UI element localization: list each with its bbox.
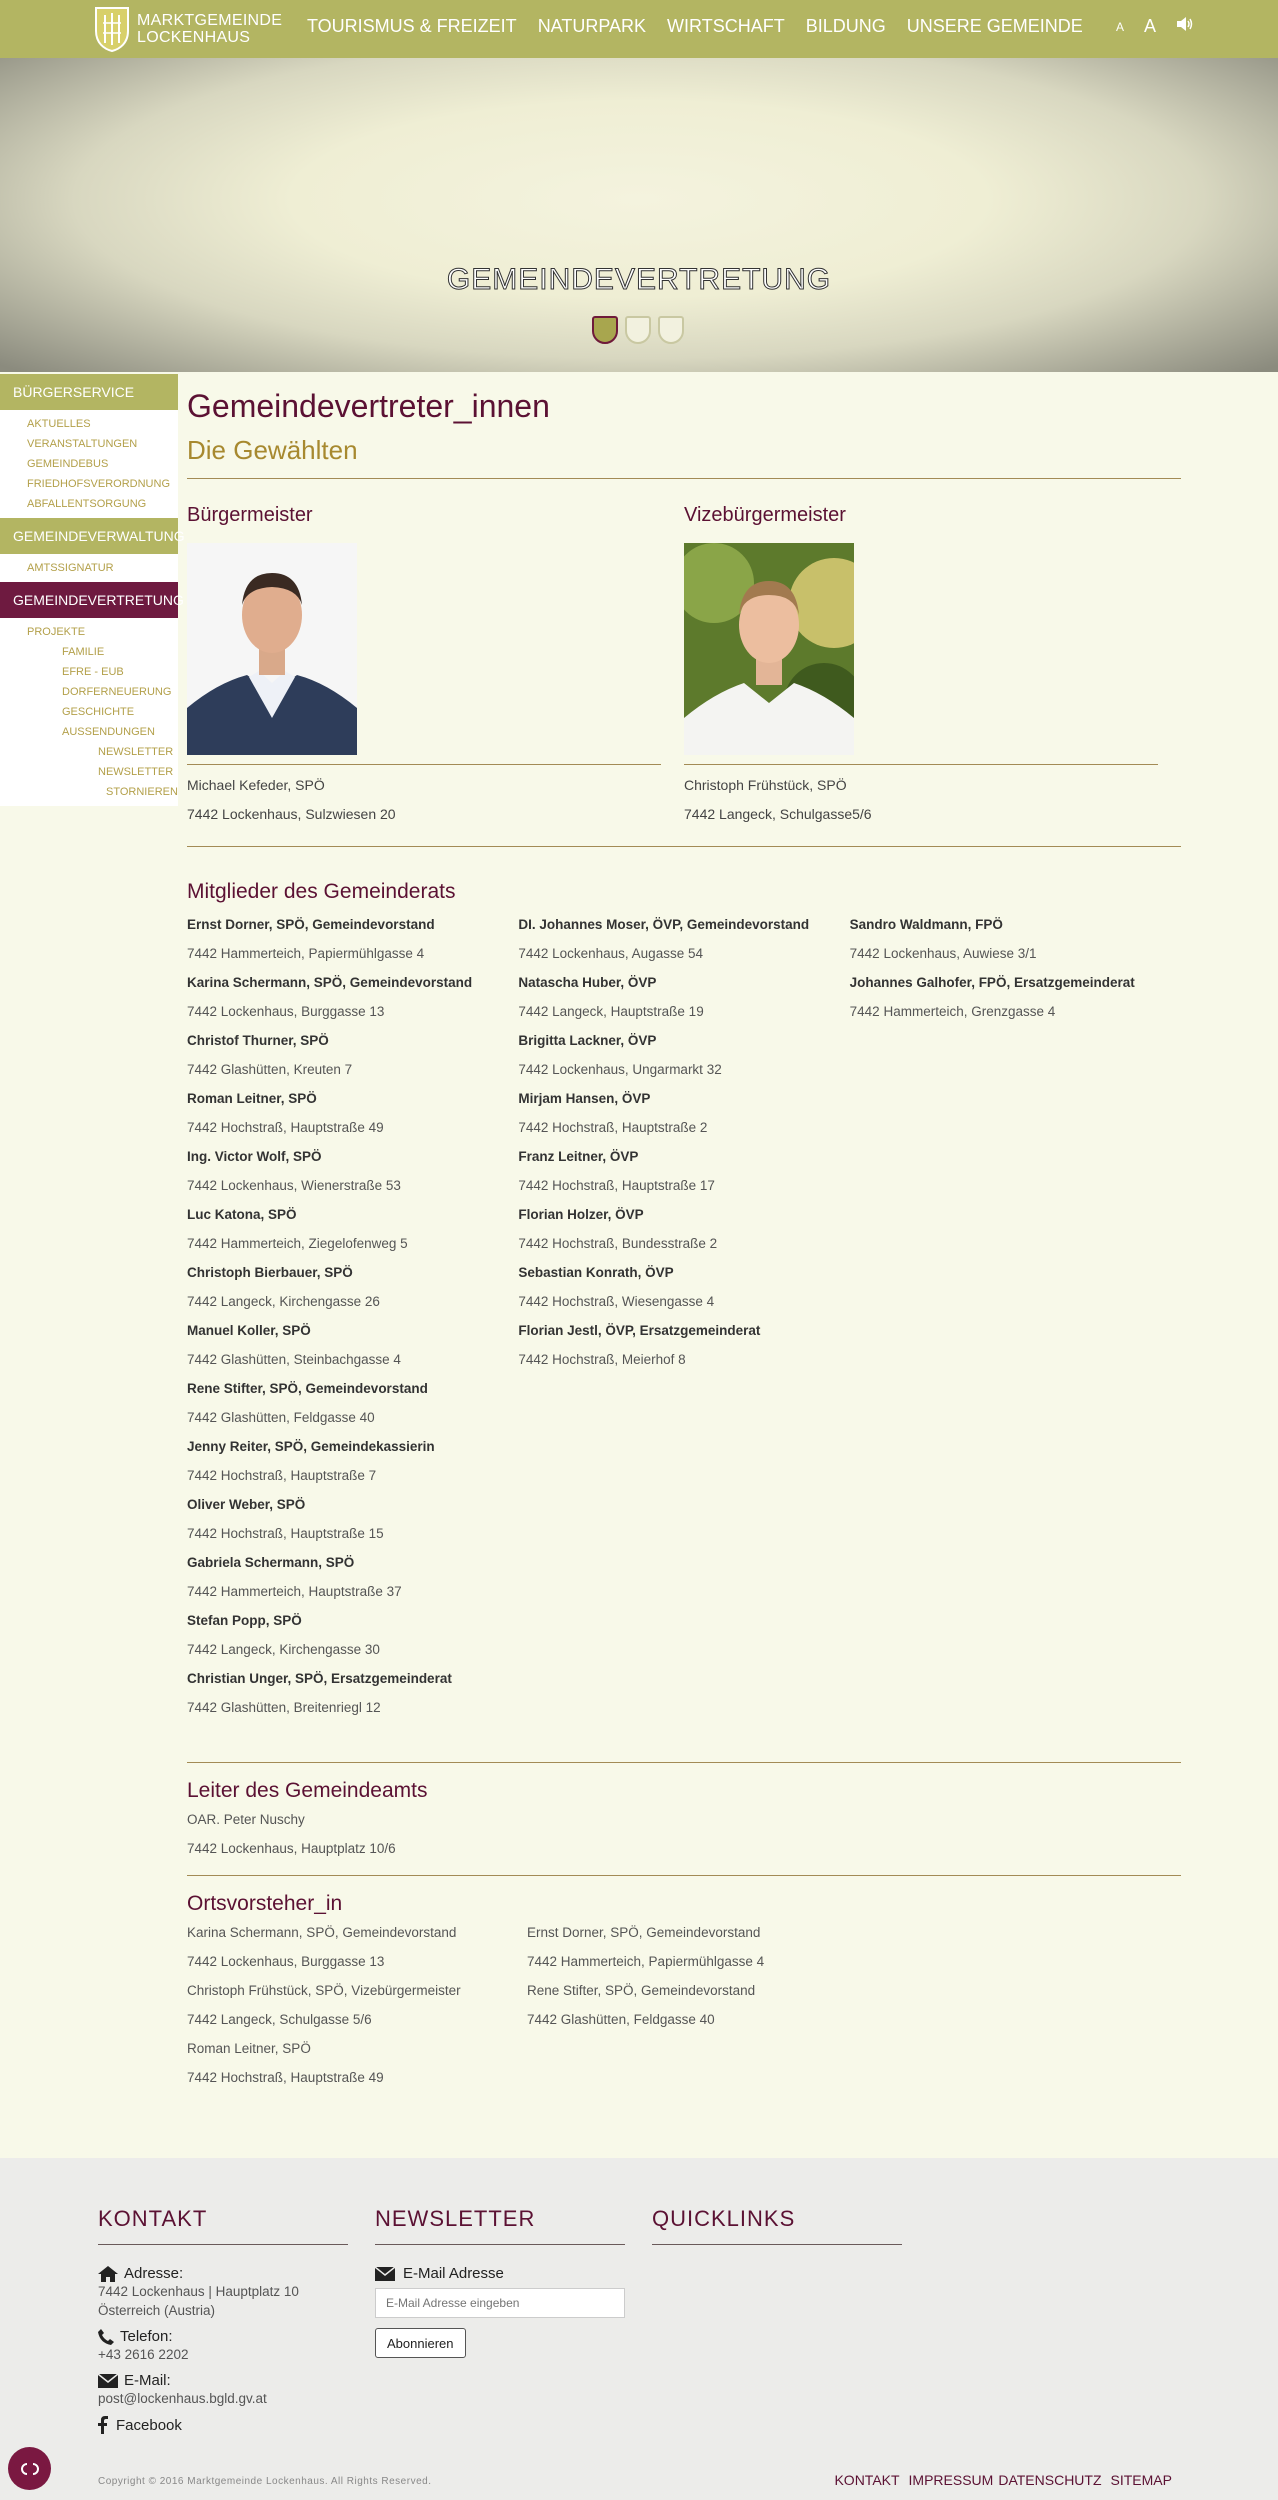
person-name: Ernst Dorner, SPÖ, Gemeindevorstand bbox=[527, 1925, 761, 1940]
sidebar-item-aktuelles[interactable]: AKTUELLES bbox=[27, 418, 91, 430]
home-icon bbox=[98, 2266, 118, 2282]
subscribe-button[interactable]: Abonnieren bbox=[375, 2328, 466, 2358]
village-columns bbox=[187, 1918, 1181, 2092]
newsletter-email-input[interactable] bbox=[375, 2288, 625, 2318]
person-entry bbox=[518, 1084, 849, 1142]
main-nav bbox=[307, 16, 1104, 37]
person-address: 7442 Hammerteich, Ziegelofenweg 5 bbox=[187, 1236, 408, 1251]
divider bbox=[187, 1762, 1181, 1763]
person-address: 7442 Hochstraß, Hauptstraße 15 bbox=[187, 1526, 384, 1541]
person-name: Karina Schermann, SPÖ, Gemeindevorstand bbox=[187, 975, 473, 990]
footer-link-sitemap[interactable]: SITEMAP bbox=[1110, 2472, 1172, 2488]
address-line: Österreich (Austria) bbox=[98, 2303, 216, 2318]
email-address[interactable]: post@lockenhaus.bgld.gv.at bbox=[98, 2391, 267, 2406]
cookie-icon bbox=[19, 2462, 41, 2476]
cookie-settings-button[interactable] bbox=[8, 2447, 51, 2490]
mayor-heading: Bürgermeister bbox=[187, 504, 313, 526]
person-address: 7442 Lockenhaus, Wienerstraße 53 bbox=[187, 1178, 401, 1193]
person-address: 7442 Hammerteich, Grenzgasse 4 bbox=[849, 1004, 1056, 1019]
top-navigation-bar bbox=[0, 0, 1278, 58]
slider-dot[interactable] bbox=[658, 316, 684, 344]
person-name: Luc Katona, SPÖ bbox=[187, 1207, 297, 1222]
sidebar-list bbox=[0, 410, 178, 518]
logo-text bbox=[137, 12, 282, 46]
speaker-icon[interactable] bbox=[1176, 16, 1194, 37]
footer-link-datenschutz[interactable]: DATENSCHUTZ bbox=[998, 2472, 1102, 2488]
person-address: 7442 Glashütten, Steinbachgasse 4 bbox=[187, 1352, 401, 1367]
nav-bildung[interactable]: BILDUNG bbox=[805, 16, 886, 36]
contact-info bbox=[98, 2265, 348, 2434]
person-entry bbox=[187, 2034, 527, 2092]
person-name: Rene Stifter, SPÖ, Gemeindevorstand bbox=[187, 1381, 428, 1396]
sidebar-item-efre-eub[interactable]: EFRE - EUB bbox=[62, 666, 124, 678]
vice-mayor-photo bbox=[684, 543, 854, 755]
person-name: Manuel Koller, SPÖ bbox=[187, 1323, 311, 1338]
person-entry bbox=[850, 968, 1181, 1026]
mayor-address: 7442 Lockenhaus, Sulzwiesen 20 bbox=[187, 806, 396, 822]
divider bbox=[187, 764, 661, 765]
footer-newsletter bbox=[375, 2206, 625, 2358]
person-address: 7442 Hochstraß, Hauptstraße 2 bbox=[518, 1120, 708, 1135]
person-name: Ing. Victor Wolf, SPÖ bbox=[187, 1149, 322, 1164]
person-name: Christian Unger, SPÖ, Ersatzgemeinderat bbox=[187, 1671, 452, 1686]
person-entry bbox=[187, 910, 518, 968]
nav-naturpark[interactable]: NATURPARK bbox=[537, 16, 647, 36]
sidebar-item-veranstaltungen[interactable]: VERANSTALTUNGEN bbox=[27, 438, 138, 450]
person-name: Stefan Popp, SPÖ bbox=[187, 1613, 302, 1628]
person-name: Jenny Reiter, SPÖ, Gemeindekassierin bbox=[187, 1439, 435, 1454]
footer bbox=[0, 2158, 1278, 2500]
person-name: Karina Schermann, SPÖ, Gemeindevorstand bbox=[187, 1925, 457, 1940]
label-text: Telefon: bbox=[120, 2328, 173, 2345]
person-name: Christof Thurner, SPÖ bbox=[187, 1033, 329, 1048]
person-entry bbox=[187, 1374, 518, 1432]
council-column bbox=[518, 910, 849, 1722]
person-entry bbox=[518, 968, 849, 1026]
person-address: 7442 Lockenhaus, Hauptplatz 10/6 bbox=[187, 1841, 396, 1856]
person-name: Florian Holzer, ÖVP bbox=[518, 1207, 644, 1222]
sidebar-list bbox=[0, 618, 178, 806]
person-address: 7442 Hammerteich, Papiermühlgasse 4 bbox=[527, 1954, 765, 1969]
hero-banner bbox=[0, 58, 1278, 372]
sidebar-item-abfallentsorgung[interactable]: ABFALLENTSORGUNG bbox=[27, 498, 147, 510]
person-entry bbox=[187, 1664, 518, 1722]
slider-pagination bbox=[592, 316, 691, 344]
person-address: 7442 Langeck, Kirchengasse 30 bbox=[187, 1642, 380, 1657]
person-address: 7442 Glashütten, Kreuten 7 bbox=[187, 1062, 353, 1077]
person-name: Sebastian Konrath, ÖVP bbox=[518, 1265, 674, 1280]
council-columns bbox=[187, 910, 1181, 1722]
vice-mayor-heading: Vizebürgermeister bbox=[684, 504, 846, 526]
hero-title: GEMEINDEVERTRETUNG bbox=[446, 263, 832, 296]
person-address: 7442 Langeck, Kirchengasse 26 bbox=[187, 1294, 380, 1309]
person-address: 7442 Lockenhaus, Auwiese 3/1 bbox=[849, 946, 1037, 961]
sidebar-section-gemeindeverwaltung[interactable]: GEMEINDEVERWALTUNG bbox=[0, 518, 178, 554]
sidebar-item-familie[interactable]: FAMILIE bbox=[62, 646, 105, 658]
office-heading: Leiter des Gemeindeamts bbox=[187, 1779, 428, 1802]
mayors-row bbox=[187, 504, 1181, 823]
sidebar bbox=[0, 374, 185, 806]
vice-mayor-card bbox=[684, 504, 1158, 823]
footer-heading: NEWSLETTER bbox=[375, 2206, 625, 2245]
footer-quicklinks bbox=[652, 2206, 902, 2245]
divider bbox=[187, 846, 1181, 847]
person-address: 7442 Hochstraß, Hauptstraße 7 bbox=[187, 1468, 377, 1483]
phone-icon bbox=[98, 2329, 114, 2345]
sidebar-item-amtssignatur[interactable]: AMTSSIGNATUR bbox=[27, 562, 114, 574]
footer-link-kontakt[interactable]: KONTAKT bbox=[834, 2472, 900, 2488]
person-entry bbox=[187, 1316, 518, 1374]
person-address: 7442 Lockenhaus, Burggasse 13 bbox=[187, 1954, 385, 1969]
council-column bbox=[850, 910, 1181, 1722]
footer-links bbox=[825, 2472, 1172, 2488]
person-name: Mirjam Hansen, ÖVP bbox=[518, 1091, 651, 1106]
sidebar-section-gemeindevertretung[interactable]: GEMEINDEVERTRETUNG bbox=[0, 582, 178, 618]
sidebar-item-stornieren[interactable]: STORNIEREN bbox=[106, 786, 178, 798]
mayor-photo bbox=[187, 543, 357, 755]
main-content bbox=[187, 374, 1181, 2092]
envelope-icon bbox=[98, 2374, 118, 2388]
person-name: Ernst Dorner, SPÖ, Gemeindevorstand bbox=[187, 917, 435, 932]
person-name: Brigitta Lackner, ÖVP bbox=[518, 1033, 657, 1048]
office-person bbox=[187, 1805, 1181, 1863]
person-entry bbox=[518, 1026, 849, 1084]
person-name: Christoph Frühstück, SPÖ, Vizebürgermeister bbox=[187, 1983, 461, 1998]
font-size-small-button[interactable]: A bbox=[1115, 19, 1124, 34]
facebook-icon bbox=[98, 2416, 108, 2434]
font-size-large-button[interactable]: A bbox=[1143, 16, 1156, 36]
person-entry bbox=[527, 1976, 867, 2034]
person-address: 7442 Lockenhaus, Augasse 54 bbox=[518, 946, 703, 961]
person-name: Florian Jestl, ÖVP, Ersatzgemeinderat bbox=[518, 1323, 761, 1338]
footer-heading: QUICKLINKS bbox=[652, 2206, 902, 2245]
nav-tourismus[interactable]: TOURISMUS & FREIZEIT bbox=[307, 16, 517, 36]
person-entry bbox=[187, 1432, 518, 1490]
person-entry bbox=[518, 910, 849, 968]
address-label bbox=[98, 2265, 348, 2282]
village-heading: Ortsvorsteher_in bbox=[187, 1892, 343, 1915]
facebook-link[interactable] bbox=[98, 2416, 348, 2434]
label-text: Adresse: bbox=[124, 2265, 184, 2282]
person-entry bbox=[850, 910, 1181, 968]
person-name: Roman Leitner, SPÖ bbox=[187, 1091, 317, 1106]
nav-unsere-gemeinde[interactable]: UNSERE GEMEINDE bbox=[906, 16, 1083, 36]
person-name: Sandro Waldmann, FPÖ bbox=[849, 917, 1003, 932]
copyright: Copyright © 2016 Marktgemeinde Lockenhaus. All Rights Reserved. bbox=[98, 2476, 432, 2487]
person-address: 7442 Hochstraß, Hauptstraße 49 bbox=[187, 1120, 384, 1135]
person-name: Rene Stifter, SPÖ, Gemeindevorstand bbox=[527, 1983, 756, 1998]
coat-of-arms-icon bbox=[93, 5, 131, 53]
mayor-card bbox=[187, 504, 661, 823]
person-address: 7442 Glashütten, Feldgasse 40 bbox=[187, 1410, 375, 1425]
person-address: 7442 Hammerteich, Hauptstraße 37 bbox=[187, 1584, 402, 1599]
person-name: Gabriela Schermann, SPÖ bbox=[187, 1555, 355, 1570]
email-label bbox=[98, 2372, 348, 2389]
slider-dot[interactable] bbox=[625, 316, 651, 344]
person-address: 7442 Hochstraß, Bundesstraße 2 bbox=[518, 1236, 718, 1251]
person-entry bbox=[187, 1548, 518, 1606]
person-address: 7442 Hochstraß, Hauptstraße 49 bbox=[187, 2070, 384, 2085]
mayor-name: Michael Kefeder, SPÖ bbox=[187, 777, 325, 793]
person-entry bbox=[187, 1084, 518, 1142]
person-address: 7442 Glashütten, Breitenriegl 12 bbox=[187, 1700, 381, 1715]
person-entry bbox=[187, 1606, 518, 1664]
vice-mayor-name: Christoph Frühstück, SPÖ bbox=[684, 777, 847, 793]
sidebar-item-newsletter[interactable]: NEWSLETTER bbox=[98, 746, 174, 758]
person-entry bbox=[187, 1200, 518, 1258]
section-heading: Die Gewählten bbox=[187, 435, 1181, 479]
envelope-icon bbox=[375, 2267, 395, 2281]
person-address: 7442 Hammerteich, Papiermühlgasse 4 bbox=[187, 946, 425, 961]
sidebar-item-projekte[interactable]: PROJEKTE bbox=[27, 626, 86, 638]
slider-dot[interactable] bbox=[592, 316, 618, 344]
person-entry bbox=[187, 1976, 527, 2034]
council-heading: Mitglieder des Gemeinderats bbox=[187, 880, 456, 903]
vice-mayor-address: 7442 Langeck, Schulgasse5/6 bbox=[684, 806, 872, 822]
person-name: Roman Leitner, SPÖ bbox=[187, 2041, 311, 2056]
logo-line-1: MARKTGEMEINDE bbox=[137, 12, 283, 29]
council-column bbox=[187, 910, 518, 1722]
village-column bbox=[527, 1918, 867, 2092]
phone-label bbox=[98, 2328, 348, 2345]
newsletter-form bbox=[375, 2265, 625, 2358]
person-name: Oliver Weber, SPÖ bbox=[187, 1497, 306, 1512]
person-address: 7442 Hochstraß, Wiesengasse 4 bbox=[518, 1294, 715, 1309]
person-name: Christoph Bierbauer, SPÖ bbox=[187, 1265, 353, 1280]
person-name: Franz Leitner, ÖVP bbox=[518, 1149, 639, 1164]
person-address: 7442 Hochstraß, Meierhof 8 bbox=[518, 1352, 686, 1367]
logo-line-2: LOCKENHAUS bbox=[137, 29, 251, 46]
person-entry bbox=[187, 968, 518, 1026]
accessibility-tools bbox=[1096, 16, 1194, 37]
person-address: 7442 Langeck, Hauptstraße 19 bbox=[518, 1004, 704, 1019]
address-line: 7442 Lockenhaus | Hauptplatz 10 bbox=[98, 2284, 299, 2299]
person-entry bbox=[187, 1258, 518, 1316]
sidebar-list bbox=[0, 554, 178, 582]
sidebar-item-dorferneuerung[interactable]: DORFERNEUERUNG bbox=[62, 686, 172, 698]
person-entry bbox=[518, 1200, 849, 1258]
person-name: DI. Johannes Moser, ÖVP, Gemeindevorstand bbox=[518, 917, 810, 932]
person-address: 7442 Lockenhaus, Burggasse 13 bbox=[187, 1004, 385, 1019]
divider bbox=[187, 1875, 1181, 1876]
person-name: Johannes Galhofer, FPÖ, Ersatzgemeinderat bbox=[849, 975, 1135, 990]
person-address: 7442 Hochstraß, Hauptstraße 17 bbox=[518, 1178, 715, 1193]
person-entry bbox=[518, 1316, 849, 1374]
sidebar-item-geschichte[interactable]: GESCHICHTE bbox=[62, 706, 135, 718]
person-address: 7442 Glashütten, Feldgasse 40 bbox=[527, 2012, 715, 2027]
person-entry bbox=[187, 1026, 518, 1084]
person-address: 7442 Langeck, Schulgasse 5/6 bbox=[187, 2012, 372, 2027]
sidebar-item-newsletter[interactable]: NEWSLETTER bbox=[98, 766, 174, 778]
sidebar-section-buergerservice[interactable]: BÜRGERSERVICE bbox=[0, 374, 178, 410]
person-entry bbox=[187, 1142, 518, 1200]
footer-contact bbox=[98, 2206, 348, 2434]
footer-heading: KONTAKT bbox=[98, 2206, 348, 2245]
sidebar-item-friedhofsverordnung[interactable]: FRIEDHOFSVERORDNUNG bbox=[27, 478, 171, 490]
label-text: E-Mail: bbox=[124, 2372, 171, 2389]
person-entry bbox=[527, 1918, 867, 1976]
person-name: OAR. Peter Nuschy bbox=[187, 1812, 305, 1827]
person-entry bbox=[518, 1142, 849, 1200]
divider bbox=[684, 764, 1158, 765]
page-title: Gemeindevertreter_innen bbox=[187, 388, 550, 424]
label-text: E-Mail Adresse bbox=[403, 2265, 504, 2282]
phone-number[interactable]: +43 2616 2202 bbox=[98, 2347, 189, 2362]
facebook-label[interactable]: Facebook bbox=[116, 2416, 182, 2434]
newsletter-label bbox=[375, 2265, 625, 2282]
nav-wirtschaft[interactable]: WIRTSCHAFT bbox=[667, 16, 785, 36]
person-entry bbox=[187, 1490, 518, 1548]
footer-link-impressum[interactable]: IMPRESSUM bbox=[908, 2472, 994, 2488]
site-logo[interactable] bbox=[93, 5, 282, 53]
person-name: Natascha Huber, ÖVP bbox=[518, 975, 657, 990]
sidebar-item-aussendungen[interactable]: AUSSENDUNGEN bbox=[62, 726, 155, 738]
person-address: 7442 Lockenhaus, Ungarmarkt 32 bbox=[518, 1062, 722, 1077]
sidebar-item-gemeindebus[interactable]: GEMEINDEBUS bbox=[27, 458, 109, 470]
person-entry bbox=[187, 1918, 527, 1976]
person-entry bbox=[518, 1258, 849, 1316]
village-column bbox=[187, 1918, 527, 2092]
